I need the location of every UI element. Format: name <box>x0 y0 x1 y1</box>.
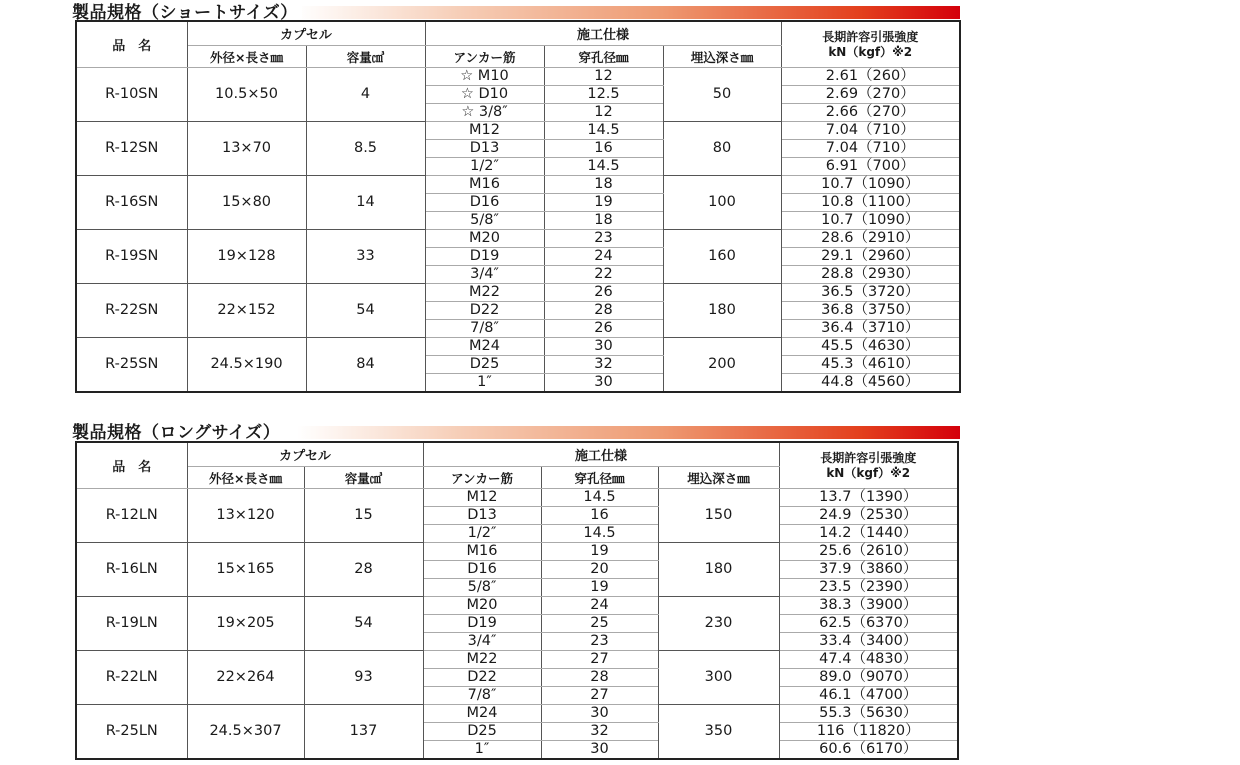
strength-cell: 2.69（270） <box>781 86 960 104</box>
strength-cell: 36.8（3750） <box>781 302 960 320</box>
header-product: 品 名 <box>76 442 187 489</box>
anchor-bar-cell: M20 <box>425 230 544 248</box>
anchor-bar-cell: D16 <box>423 561 541 579</box>
hole-diameter-cell: 32 <box>541 723 658 741</box>
hole-diameter-cell: 22 <box>544 266 663 284</box>
strength-cell: 37.9（3860） <box>779 561 958 579</box>
hole-diameter-cell: 19 <box>541 543 658 561</box>
hole-diameter-cell: 14.5 <box>544 158 663 176</box>
anchor-bar-cell: 5/8″ <box>423 579 541 597</box>
hole-diameter-cell: 18 <box>544 176 663 194</box>
embed-depth-cell: 50 <box>663 68 781 122</box>
hole-diameter-cell: 30 <box>544 374 663 393</box>
hole-diameter-cell: 24 <box>544 248 663 266</box>
table-row <box>76 597 958 615</box>
header-construction: 施工仕様 <box>425 21 781 46</box>
strength-cell: 25.6（2610） <box>779 543 958 561</box>
strength-cell: 7.04（710） <box>781 122 960 140</box>
strength-cell: 45.3（4610） <box>781 356 960 374</box>
model-cell: R-19SN <box>76 230 187 284</box>
strength-cell: 24.9（2530） <box>779 507 958 525</box>
section-gradient-bar <box>297 6 960 19</box>
anchor-bar-cell: 1″ <box>423 741 541 760</box>
anchor-bar-cell: ☆ D10 <box>425 86 544 104</box>
table-row <box>76 489 958 507</box>
embed-depth-cell: 150 <box>658 489 779 543</box>
embed-depth-cell: 180 <box>663 284 781 338</box>
header-dimension: 外径×長さ㎜ <box>187 46 306 68</box>
strength-cell: 23.5（2390） <box>779 579 958 597</box>
hole-diameter-cell: 30 <box>541 741 658 760</box>
header-strength <box>779 442 958 489</box>
spec-table-long <box>75 441 959 760</box>
table-row <box>76 68 960 86</box>
hole-diameter-cell: 14.5 <box>541 489 658 507</box>
hole-diameter-cell: 14.5 <box>544 122 663 140</box>
hole-diameter-cell: 30 <box>541 705 658 723</box>
strength-cell: 10.7（1090） <box>781 176 960 194</box>
model-cell: R-25LN <box>76 705 187 760</box>
header-row <box>76 21 960 46</box>
dimension-cell: 13×70 <box>187 122 306 176</box>
header-embed-depth: 埋込深さ㎜ <box>658 467 779 489</box>
model-cell: R-16SN <box>76 176 187 230</box>
hole-diameter-cell: 23 <box>544 230 663 248</box>
hole-diameter-cell: 12.5 <box>544 86 663 104</box>
anchor-bar-cell: D13 <box>425 140 544 158</box>
table-row <box>76 230 960 248</box>
strength-cell: 33.4（3400） <box>779 633 958 651</box>
anchor-bar-cell: D22 <box>425 302 544 320</box>
volume-cell: 4 <box>306 68 425 122</box>
anchor-bar-cell: D19 <box>425 248 544 266</box>
hole-diameter-cell: 26 <box>544 320 663 338</box>
section-header-short <box>72 2 960 23</box>
header-capsule: カプセル <box>187 21 425 46</box>
strength-cell: 116（11820） <box>779 723 958 741</box>
anchor-bar-cell: M22 <box>425 284 544 302</box>
embed-depth-cell: 100 <box>663 176 781 230</box>
strength-cell: 10.8（1100） <box>781 194 960 212</box>
anchor-bar-cell: D25 <box>423 723 541 741</box>
dimension-cell: 13×120 <box>187 489 304 543</box>
anchor-bar-cell: M20 <box>423 597 541 615</box>
hole-diameter-cell: 32 <box>544 356 663 374</box>
anchor-bar-cell: M22 <box>423 651 541 669</box>
strength-cell: 62.5（6370） <box>779 615 958 633</box>
model-cell: R-22SN <box>76 284 187 338</box>
anchor-bar-cell: D16 <box>425 194 544 212</box>
anchor-bar-cell: D25 <box>425 356 544 374</box>
anchor-bar-cell: D13 <box>423 507 541 525</box>
table-row <box>76 284 960 302</box>
dimension-cell: 22×152 <box>187 284 306 338</box>
strength-cell: 2.61（260） <box>781 68 960 86</box>
table-row <box>76 651 958 669</box>
hole-diameter-cell: 28 <box>541 669 658 687</box>
section-title-short: 製品規格（ショートサイズ） <box>72 0 302 23</box>
anchor-bar-cell: 3/4″ <box>425 266 544 284</box>
embed-depth-cell: 230 <box>658 597 779 651</box>
strength-cell: 47.4（4830） <box>779 651 958 669</box>
hole-diameter-cell: 24 <box>541 597 658 615</box>
hole-diameter-cell: 12 <box>544 104 663 122</box>
strength-cell: 46.1（4700） <box>779 687 958 705</box>
anchor-bar-cell: M16 <box>423 543 541 561</box>
model-cell: R-19LN <box>76 597 187 651</box>
model-cell: R-12LN <box>76 489 187 543</box>
volume-cell: 14 <box>306 176 425 230</box>
volume-cell: 15 <box>304 489 423 543</box>
anchor-bar-cell: 3/4″ <box>423 633 541 651</box>
strength-cell: 6.91（700） <box>781 158 960 176</box>
header-strength-unit: kN（kgf）※2 <box>828 44 913 59</box>
dimension-cell: 15×165 <box>187 543 304 597</box>
dimension-cell: 19×128 <box>187 230 306 284</box>
anchor-bar-cell: 1″ <box>425 374 544 393</box>
hole-diameter-cell: 23 <box>541 633 658 651</box>
model-cell: R-10SN <box>76 68 187 122</box>
anchor-bar-cell: M24 <box>425 338 544 356</box>
strength-cell: 38.3（3900） <box>779 597 958 615</box>
volume-cell: 8.5 <box>306 122 425 176</box>
strength-cell: 45.5（4630） <box>781 338 960 356</box>
hole-diameter-cell: 20 <box>541 561 658 579</box>
header-row <box>76 442 958 467</box>
strength-cell: 10.7（1090） <box>781 212 960 230</box>
strength-cell: 28.8（2930） <box>781 266 960 284</box>
dimension-cell: 10.5×50 <box>187 68 306 122</box>
table-row <box>76 543 958 561</box>
anchor-bar-cell: 1/2″ <box>423 525 541 543</box>
volume-cell: 54 <box>304 597 423 651</box>
section-header-long <box>72 422 960 443</box>
strength-cell: 36.4（3710） <box>781 320 960 338</box>
anchor-bar-cell: 1/2″ <box>425 158 544 176</box>
strength-cell: 28.6（2910） <box>781 230 960 248</box>
anchor-bar-cell: M12 <box>425 122 544 140</box>
hole-diameter-cell: 27 <box>541 687 658 705</box>
strength-cell: 60.6（6170） <box>779 741 958 760</box>
embed-depth-cell: 180 <box>658 543 779 597</box>
anchor-bar-cell: M12 <box>423 489 541 507</box>
embed-depth-cell: 350 <box>658 705 779 760</box>
header-strength-title: 長期許容引張強度 <box>820 450 917 465</box>
header-dimension: 外径×長さ㎜ <box>187 467 304 489</box>
table-row <box>76 705 958 723</box>
hole-diameter-cell: 14.5 <box>541 525 658 543</box>
strength-cell: 89.0（9070） <box>779 669 958 687</box>
hole-diameter-cell: 19 <box>544 194 663 212</box>
header-hole-diameter: 穿孔径㎜ <box>544 46 663 68</box>
header-product: 品 名 <box>76 21 187 68</box>
anchor-bar-cell: D19 <box>423 615 541 633</box>
dimension-cell: 24.5×190 <box>187 338 306 393</box>
header-strength-unit: kN（kgf）※2 <box>826 465 911 480</box>
dimension-cell: 22×264 <box>187 651 304 705</box>
model-cell: R-16LN <box>76 543 187 597</box>
strength-cell: 29.1（2960） <box>781 248 960 266</box>
anchor-bar-cell: M24 <box>423 705 541 723</box>
anchor-bar-cell: 5/8″ <box>425 212 544 230</box>
model-cell: R-12SN <box>76 122 187 176</box>
volume-cell: 28 <box>304 543 423 597</box>
hole-diameter-cell: 25 <box>541 615 658 633</box>
volume-cell: 33 <box>306 230 425 284</box>
anchor-bar-cell: 7/8″ <box>425 320 544 338</box>
embed-depth-cell: 200 <box>663 338 781 393</box>
dimension-cell: 19×205 <box>187 597 304 651</box>
strength-cell: 14.2（1440） <box>779 525 958 543</box>
hole-diameter-cell: 30 <box>544 338 663 356</box>
anchor-bar-cell: D22 <box>423 669 541 687</box>
dimension-cell: 15×80 <box>187 176 306 230</box>
hole-diameter-cell: 18 <box>544 212 663 230</box>
section-gradient-bar <box>297 426 960 439</box>
strength-cell: 2.66（270） <box>781 104 960 122</box>
model-cell: R-25SN <box>76 338 187 393</box>
table-row <box>76 122 960 140</box>
header-embed-depth: 埋込深さ㎜ <box>663 46 781 68</box>
anchor-bar-cell: M16 <box>425 176 544 194</box>
hole-diameter-cell: 28 <box>544 302 663 320</box>
anchor-bar-cell: ☆ 3/8″ <box>425 104 544 122</box>
hole-diameter-cell: 27 <box>541 651 658 669</box>
strength-cell: 7.04（710） <box>781 140 960 158</box>
hole-diameter-cell: 26 <box>544 284 663 302</box>
embed-depth-cell: 160 <box>663 230 781 284</box>
header-strength <box>781 21 960 68</box>
strength-cell: 13.7（1390） <box>779 489 958 507</box>
header-construction: 施工仕様 <box>423 442 779 467</box>
table-row <box>76 176 960 194</box>
header-hole-diameter: 穿孔径㎜ <box>541 467 658 489</box>
header-capsule: カプセル <box>187 442 423 467</box>
volume-cell: 137 <box>304 705 423 760</box>
header-anchor-bar: アンカー筋 <box>423 467 541 489</box>
header-volume: 容量㎤ <box>304 467 423 489</box>
header-anchor-bar: アンカー筋 <box>425 46 544 68</box>
hole-diameter-cell: 19 <box>541 579 658 597</box>
header-strength-title: 長期許容引張強度 <box>822 29 919 44</box>
strength-cell: 36.5（3720） <box>781 284 960 302</box>
strength-cell: 44.8（4560） <box>781 374 960 393</box>
header-volume: 容量㎤ <box>306 46 425 68</box>
hole-diameter-cell: 12 <box>544 68 663 86</box>
spec-table-short <box>75 20 961 393</box>
table-row <box>76 338 960 356</box>
volume-cell: 54 <box>306 284 425 338</box>
section-title-long: 製品規格（ロングサイズ） <box>72 418 284 443</box>
anchor-bar-cell: ☆ M10 <box>425 68 544 86</box>
hole-diameter-cell: 16 <box>541 507 658 525</box>
strength-cell: 55.3（5630） <box>779 705 958 723</box>
dimension-cell: 24.5×307 <box>187 705 304 760</box>
volume-cell: 84 <box>306 338 425 393</box>
embed-depth-cell: 80 <box>663 122 781 176</box>
model-cell: R-22LN <box>76 651 187 705</box>
volume-cell: 93 <box>304 651 423 705</box>
hole-diameter-cell: 16 <box>544 140 663 158</box>
anchor-bar-cell: 7/8″ <box>423 687 541 705</box>
embed-depth-cell: 300 <box>658 651 779 705</box>
